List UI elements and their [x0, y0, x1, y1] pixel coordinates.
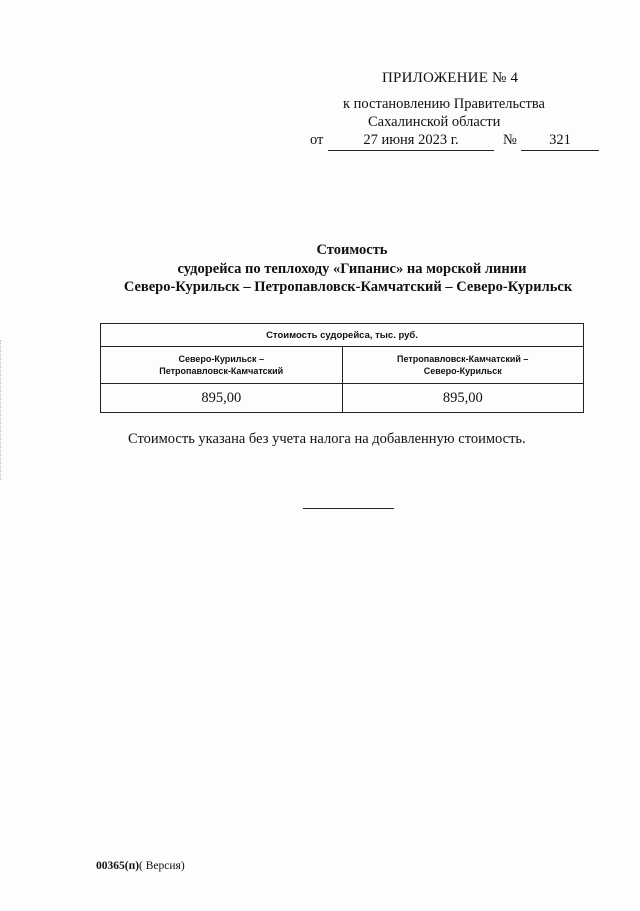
footer-code: [96, 860, 185, 872]
footer-code-bold: 00365(п): [96, 860, 140, 872]
table-header-row: [101, 324, 584, 347]
appendix-resolution-line: к постановлению Правительства: [343, 96, 545, 112]
closing-divider: [303, 508, 394, 509]
table-header: Стоимость судорейса, тыс. руб.: [101, 324, 584, 347]
appendix-authority-line: Сахалинской области: [368, 114, 501, 130]
route-cell-1: [101, 347, 343, 384]
date-underline: [328, 150, 494, 151]
value-cell-2: 895,00: [342, 384, 584, 413]
appendix-number-label: №: [503, 132, 517, 148]
value-cell-1: 895,00: [101, 384, 343, 413]
route-2-line1: Петропавловск-Камчатский –: [397, 354, 529, 364]
route-2-line2: Северо-Курильск: [423, 366, 502, 376]
table-route-row: [101, 347, 584, 384]
route-cell-2: [342, 347, 584, 384]
appendix-from-label: от: [310, 132, 324, 148]
footer-code-version: ( Версия): [139, 860, 185, 872]
cost-table: [100, 323, 584, 413]
document-route-line: Северо-Курильск – Петропавловск-Камчатский – Северо-Курильск: [123, 279, 573, 295]
route-1-line1: Северо-Курильск –: [178, 354, 265, 364]
scan-edge-marks: [0, 340, 3, 480]
table-value-row: [101, 384, 584, 413]
document-subtitle: судорейса по теплоходу «Гипанис» на морской линии: [177, 261, 527, 277]
document-title: Стоимость: [316, 242, 388, 258]
route-1-line2: Петропавловск-Камчатский: [159, 366, 284, 376]
appendix-date: 27 июня 2023 г.: [363, 132, 459, 148]
tax-note: Стоимость указана без учета налога на добавленную стоимость.: [128, 431, 526, 447]
number-underline: [521, 150, 599, 151]
appendix-title: ПРИЛОЖЕНИЕ № 4: [382, 70, 519, 86]
appendix-number: 321: [549, 132, 571, 148]
